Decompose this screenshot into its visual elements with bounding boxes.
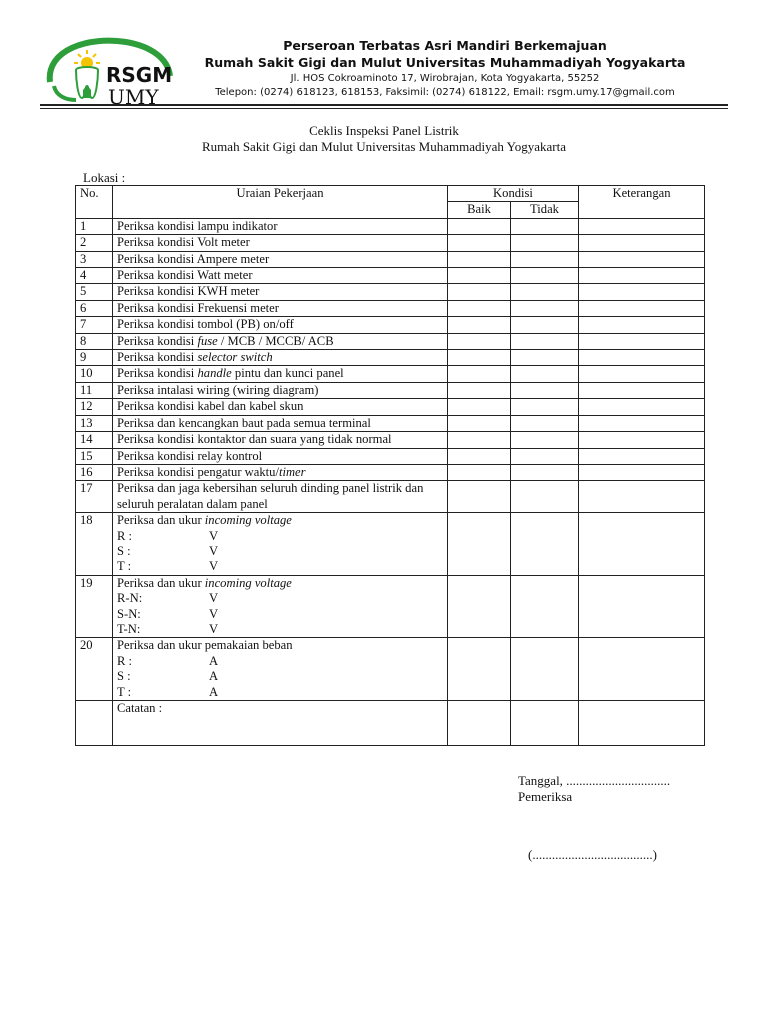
row-number: 16 (76, 464, 113, 480)
row-task (113, 464, 448, 480)
notes-cell[interactable] (579, 638, 705, 701)
unit-label: A (209, 653, 219, 668)
phase-label: T : (117, 559, 132, 574)
task-text (117, 416, 443, 431)
header-rule-thin (40, 108, 728, 109)
task-text (117, 268, 443, 283)
logo-mosque-icon (83, 87, 91, 98)
task-text (117, 638, 443, 653)
task-text-main: Periksa kondisi Ampere meter (117, 251, 270, 266)
table-row (76, 284, 705, 300)
row-number: 7 (76, 317, 113, 333)
hospital-name: Rumah Sakit Gigi dan Mulut Universitas Muhammadiyah Yogyakarta (204, 55, 686, 70)
bad-checkbox-cell[interactable] (511, 366, 579, 382)
row-task (113, 350, 448, 366)
row-task (113, 218, 448, 234)
bad-checkbox-cell[interactable] (511, 481, 579, 513)
phase-label: S-N: (117, 606, 141, 621)
row-number: 9 (76, 350, 113, 366)
task-text (117, 301, 443, 316)
notes-good-cell (448, 701, 511, 746)
row-task (113, 284, 448, 300)
letterhead (190, 38, 700, 100)
document-title: Ceklis Inspeksi Panel Listrik (309, 123, 459, 138)
good-checkbox-cell[interactable] (448, 464, 511, 480)
rsgm-umy-logo (40, 36, 175, 108)
task-text-main: Periksa dan ukur (117, 575, 205, 590)
task-text (117, 219, 443, 234)
bad-checkbox-cell[interactable] (511, 284, 579, 300)
task-text (117, 366, 443, 381)
notes-cell[interactable] (579, 415, 705, 431)
measurement-line (117, 654, 443, 669)
bad-checkbox-cell[interactable] (511, 251, 579, 267)
phase-label: S : (117, 543, 131, 558)
table-row (76, 251, 705, 267)
task-text (117, 317, 443, 332)
row-task (113, 481, 448, 513)
notes-field[interactable]: Catatan : (113, 701, 448, 746)
notes-remarks-cell (579, 701, 705, 746)
measurement-line (117, 669, 443, 684)
row-number: 3 (76, 251, 113, 267)
notes-cell[interactable] (579, 382, 705, 398)
task-text-main: Periksa dan kencangkan baut pada semua terminal (117, 415, 371, 430)
good-checkbox-cell[interactable] (448, 448, 511, 464)
good-checkbox-cell[interactable] (448, 432, 511, 448)
task-text-main: Periksa kondisi (117, 350, 198, 365)
company-name: Perseroan Terbatas Asri Mandiri Berkemajuan (283, 38, 607, 53)
row-task (113, 268, 448, 284)
phase-label: T-N: (117, 621, 141, 636)
bad-checkbox-cell[interactable] (511, 350, 579, 366)
task-text-main: Periksa kondisi (117, 366, 198, 381)
task-text-main: Periksa kondisi kabel dan kabel skun (117, 399, 304, 414)
table-row (76, 448, 705, 464)
notes-cell[interactable] (579, 268, 705, 284)
table-row (76, 432, 705, 448)
table-row (76, 300, 705, 316)
bad-checkbox-cell[interactable] (511, 513, 579, 576)
row-task (113, 366, 448, 382)
task-text-term: timer (278, 464, 306, 479)
unit-label: V (209, 543, 219, 558)
good-checkbox-cell[interactable] (448, 415, 511, 431)
row-number: 2 (76, 235, 113, 251)
good-checkbox-cell[interactable] (448, 513, 511, 576)
phase-label: R : (117, 653, 133, 668)
bad-checkbox-cell[interactable] (511, 399, 579, 415)
measurement-line (117, 591, 443, 606)
phase-label: R-N: (117, 591, 143, 606)
good-checkbox-cell[interactable] (448, 382, 511, 398)
table-row (76, 415, 705, 431)
row-task (113, 235, 448, 251)
table-row (76, 382, 705, 398)
task-text-main: Periksa dan ukur pemakaian beban (117, 638, 293, 653)
table-row (76, 317, 705, 333)
header-condition: Kondisi (448, 186, 579, 202)
task-text (117, 432, 443, 447)
row-task (113, 399, 448, 415)
task-text-main: Periksa kondisi KWH meter (117, 284, 260, 299)
good-checkbox-cell[interactable] (448, 317, 511, 333)
unit-label: V (209, 591, 219, 606)
measurement-line (117, 559, 443, 574)
task-text (117, 449, 443, 464)
row-task (113, 317, 448, 333)
good-checkbox-cell[interactable] (448, 268, 511, 284)
task-text (117, 465, 443, 480)
good-checkbox-cell[interactable] (448, 235, 511, 251)
bad-checkbox-cell[interactable] (511, 575, 579, 638)
row-number: 13 (76, 415, 113, 431)
bad-checkbox-cell[interactable] (511, 333, 579, 349)
good-checkbox-cell[interactable] (448, 638, 511, 701)
logo-text-rsgm: RSGM (106, 63, 173, 87)
document-subtitle: Rumah Sakit Gigi dan Mulut Universitas Muhammadiyah Yogyakarta (202, 139, 566, 154)
good-checkbox-cell[interactable] (448, 366, 511, 382)
row-number: 6 (76, 300, 113, 316)
notes-cell[interactable] (579, 317, 705, 333)
phase-label: R : (117, 528, 133, 543)
notes-cell[interactable] (579, 284, 705, 300)
notes-cell[interactable] (579, 366, 705, 382)
row-number: 17 (76, 481, 113, 513)
row-number: 11 (76, 382, 113, 398)
notes-cell[interactable] (579, 333, 705, 349)
unit-label: V (209, 528, 219, 543)
task-text-term: handle (197, 366, 232, 381)
phase-label: T : (117, 684, 132, 699)
header-good: Baik (448, 202, 511, 218)
inspector-label: Pemeriksa (518, 789, 573, 804)
row-task (113, 448, 448, 464)
task-text (117, 481, 443, 512)
measurement-line (117, 622, 443, 637)
bad-checkbox-cell[interactable] (511, 300, 579, 316)
task-text-main: Periksa kondisi pengatur waktu/ (117, 464, 279, 479)
bad-checkbox-cell[interactable] (511, 432, 579, 448)
notes-cell[interactable] (579, 575, 705, 638)
notes-cell[interactable] (579, 218, 705, 234)
good-checkbox-cell[interactable] (448, 218, 511, 234)
task-text (117, 284, 443, 299)
unit-label: V (209, 621, 219, 636)
bad-checkbox-cell[interactable] (511, 382, 579, 398)
row-task (113, 415, 448, 431)
good-checkbox-cell[interactable] (448, 399, 511, 415)
signature-block (518, 773, 670, 805)
notes-cell[interactable] (579, 448, 705, 464)
notes-cell[interactable] (579, 251, 705, 267)
row-task (113, 251, 448, 267)
task-text (117, 235, 443, 250)
task-text-main: Periksa kondisi lampu indikator (117, 218, 278, 233)
table-row (76, 350, 705, 366)
header-no: No. (76, 186, 113, 219)
address: Jl. HOS Cokroaminoto 17, Wirobrajan, Kota Yogyakarta, 55252 (290, 73, 600, 84)
bad-checkbox-cell[interactable] (511, 464, 579, 480)
logo-text-umy: UMY (108, 85, 159, 108)
task-text-main: Periksa kondisi tombol (PB) on/off (117, 317, 294, 332)
row-number: 4 (76, 268, 113, 284)
unit-label: V (209, 606, 219, 621)
measurement-line (117, 544, 443, 559)
inspection-checklist-table (75, 185, 705, 746)
unit-label: A (209, 669, 219, 684)
task-text-main: Periksa kondisi Volt meter (117, 235, 250, 250)
measurement-line (117, 607, 443, 622)
measurement-line (117, 529, 443, 544)
table-row (76, 513, 705, 576)
task-text-term: fuse (197, 333, 218, 348)
row-number: 5 (76, 284, 113, 300)
task-text-main: Periksa kondisi kontaktor dan suara yang tidak normal (117, 432, 392, 447)
task-text (117, 334, 443, 349)
good-checkbox-cell[interactable] (448, 300, 511, 316)
task-text (117, 399, 443, 414)
notes-cell[interactable] (579, 464, 705, 480)
header-rule (40, 104, 728, 106)
table-row (76, 366, 705, 382)
row-task (113, 300, 448, 316)
row-number: 1 (76, 218, 113, 234)
task-text-main: Periksa kondisi relay kontrol (117, 448, 263, 463)
task-text (117, 383, 443, 398)
good-checkbox-cell[interactable] (448, 481, 511, 513)
task-text (117, 252, 443, 267)
table-row (76, 638, 705, 701)
notes-bad-cell (511, 701, 579, 746)
task-text (117, 576, 443, 591)
date-line: Tanggal, ................................ (518, 773, 671, 788)
row-task (113, 382, 448, 398)
notes-cell[interactable] (579, 481, 705, 513)
notes-cell[interactable] (579, 350, 705, 366)
row-number: 8 (76, 333, 113, 349)
good-checkbox-cell[interactable] (448, 284, 511, 300)
notes-cell[interactable] (579, 432, 705, 448)
measurement-line (117, 685, 443, 700)
table-row (76, 399, 705, 415)
task-text-main: Periksa kondisi Frekuensi meter (117, 300, 279, 315)
table-row (76, 464, 705, 480)
row-number: 10 (76, 366, 113, 382)
row-number: 18 (76, 513, 113, 576)
notes-row (76, 701, 705, 746)
good-checkbox-cell[interactable] (448, 333, 511, 349)
table-row (76, 575, 705, 638)
row-task (113, 513, 448, 576)
task-text-term: selector switch (197, 350, 273, 365)
task-text-main: Periksa kondisi (117, 333, 198, 348)
task-text-rest: / MCB / MCCB/ ACB (217, 333, 334, 348)
bad-checkbox-cell[interactable] (511, 235, 579, 251)
phase-label: S : (117, 669, 131, 684)
contact-info: Telepon: (0274) 618123, 618153, Faksimil: (0274) 618122, Email: rsgm.umy.17@gmail.com (215, 87, 675, 98)
header-notes: Keterangan (579, 186, 705, 219)
task-text-main: Periksa dan jaga kebersihan seluruh dinding panel listrik dan seluruh peralatan dalam panel (117, 481, 424, 511)
unit-label: A (209, 684, 219, 699)
task-text-main: Periksa kondisi Watt meter (117, 268, 253, 283)
location-label: Lokasi : (83, 170, 126, 185)
task-text-term: incoming voltage (204, 575, 292, 590)
task-text-main: Periksa dan ukur (117, 513, 205, 528)
notes-cell[interactable] (579, 399, 705, 415)
task-text (117, 513, 443, 528)
bad-checkbox-cell[interactable] (511, 268, 579, 284)
row-task (113, 575, 448, 638)
table-row (76, 268, 705, 284)
good-checkbox-cell[interactable] (448, 575, 511, 638)
table-row (76, 218, 705, 234)
bad-checkbox-cell[interactable] (511, 218, 579, 234)
bad-checkbox-cell[interactable] (511, 415, 579, 431)
row-task (113, 432, 448, 448)
row-number: 19 (76, 575, 113, 638)
row-number: 15 (76, 448, 113, 464)
header-task: Uraian Pekerjaan (113, 186, 448, 219)
table-row (76, 235, 705, 251)
unit-label: V (209, 559, 219, 574)
good-checkbox-cell[interactable] (448, 251, 511, 267)
notes-cell[interactable] (579, 513, 705, 576)
bad-checkbox-cell[interactable] (511, 638, 579, 701)
table-row (76, 481, 705, 513)
task-text-term: incoming voltage (204, 513, 292, 528)
notes-row-number (76, 701, 113, 746)
inspector-name-line: (.....................................) (528, 847, 657, 862)
task-text-main: Periksa intalasi wiring (wiring diagram) (117, 382, 319, 397)
row-number: 14 (76, 432, 113, 448)
notes-cell[interactable] (579, 300, 705, 316)
task-text (117, 350, 443, 365)
good-checkbox-cell[interactable] (448, 350, 511, 366)
table-row (76, 333, 705, 349)
row-task (113, 638, 448, 701)
task-text-rest: pintu dan kunci panel (231, 366, 344, 381)
row-number: 20 (76, 638, 113, 701)
header-bad: Tidak (511, 202, 579, 218)
bad-checkbox-cell[interactable] (511, 317, 579, 333)
row-number: 12 (76, 399, 113, 415)
bad-checkbox-cell[interactable] (511, 448, 579, 464)
document-titles (0, 123, 768, 155)
notes-cell[interactable] (579, 235, 705, 251)
row-task (113, 333, 448, 349)
